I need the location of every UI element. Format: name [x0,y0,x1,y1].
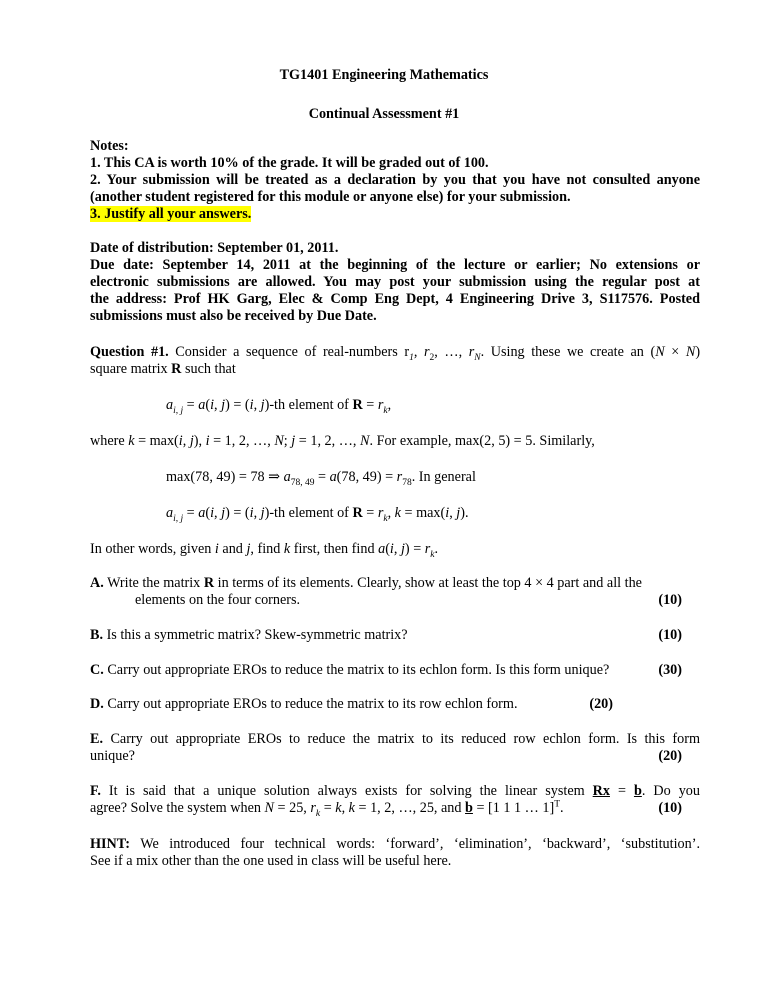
other-words-line: In other words, given i and j, find k first, then find a(i, $j) = r_k$. [90,541,439,560]
part-d-letter: D. [90,696,104,712]
part-e-points: (20) [658,748,682,764]
equation-1: $a_{i, j} = a(i$, j) = (i, j)-th element of $R = r_k$, [166,397,392,416]
part-c-letter: C. [90,662,104,678]
such-that-text: such that [181,361,236,377]
part-c [90,662,682,679]
part-c-points: (30) [658,662,682,678]
equation-2: max(78, 49) = 78 ⇒ $a_{78, 49} = a(78$, $49) = r_{78}$. In general [166,469,476,488]
part-a-line-2 [135,592,682,609]
note-item-2-cont: (another student registered for this module or anyone else) for your submission. [90,189,571,205]
document-subtitle: Continual Assessment #1 [308,106,460,122]
part-e-line-1 [90,731,700,748]
question-intro-text: Consider a sequence of real-numbers r [168,344,410,360]
question-intro-line-2 [90,361,236,378]
due-date-line-1: Due date: September 14, 2011 at the beginning of the lecture or earlier; No extensions or [90,257,700,273]
part-c-text: Carry out appropriate EROs to reduce the matrix to its echlon form. Is this form unique? [103,662,610,678]
hint-line-2: See if a mix other than the one used in class will be useful here. [90,853,452,869]
note-item-2: 2. Your submission will be treated as a declaration by you that you have not consulted anyone [90,172,700,188]
part-a-points: (10) [658,592,682,608]
part-e-text-2: unique? [90,748,135,764]
equation-3: $a_{i, j} = a(i$, j) = (i, j)-th element of $R = r_k$, k = max(i, j). [166,505,469,524]
question-intro-line-1: Question #1. Consider a sequence of real-numbers $r_1$, $r_2$, …, $r_N$. Using these we create an (N × N) [90,344,701,363]
notes-heading: Notes: [90,138,129,154]
part-e-line-2 [90,748,682,765]
document-title: TG1401 Engineering Mathematics [279,67,489,83]
part-a-text: elements on the four corners. [135,592,301,608]
question-intro-2: square matrix [90,361,172,377]
part-f-line-1: F. It is said that a unique solution always exists for solving the linear system Rx = b. Do you [90,783,700,799]
due-date-line-4: submissions must also be received by Due Date. [90,308,377,324]
due-date-line-2: electronic submissions are allowed. You may post your submission using the regular post at [90,274,700,290]
part-b-points: (10) [658,627,682,643]
part-e-letter: E. [90,731,104,747]
part-f-line-2: agree? Solve the system when N = 25, $r_k = k$, k = 1, 2, …, 25, and b = [1 1 1 … 1]$^T$. (10) [90,799,682,819]
part-d [90,696,613,713]
where-line: where k = max(i, j), i = 1, 2, …, N; j = 1, 2, …, N. For example, max(2, 5) = 5. Similarly, [90,433,595,449]
part-b-letter: B. [90,627,104,643]
part-a-line-1: A. Write the matrix R in terms of its elements. Clearly, show at least the top 4 × 4 part and all the [90,575,642,591]
note-item-1: 1. This CA is worth 10% of the grade. It will be graded out of 100. [90,155,489,171]
part-b-text: Is this a symmetric matrix? Skew-symmetric matrix? [103,627,408,643]
part-d-text: Carry out appropriate EROs to reduce the matrix to its row echlon form. [103,696,518,712]
hint-line-1 [90,836,700,853]
question-label: Question #1. [90,344,169,360]
part-f-points: (10) [658,800,682,816]
hint-text-1: We introduced four technical words: ‘forward’, ‘elimination’, ‘backward’, ‘substitution’. [129,836,700,852]
distribution-date: Date of distribution: September 01, 2011. [90,240,339,256]
note-item-3 [90,206,251,223]
due-date-line-3: the address: Prof HK Garg, Elec & Comp Eng Dept, 4 Engineering Drive 3, S117576. Posted [90,291,700,307]
part-d-points: (20) [589,696,613,712]
matrix-symbol: R [171,361,182,377]
hint-label: HINT: [90,836,130,852]
highlighted-note: 3. Justify all your answers. [90,206,252,222]
part-e-text: Carry out appropriate EROs to reduce the matrix to its reduced row echlon form. Is this form [103,731,700,747]
part-b [90,627,682,644]
